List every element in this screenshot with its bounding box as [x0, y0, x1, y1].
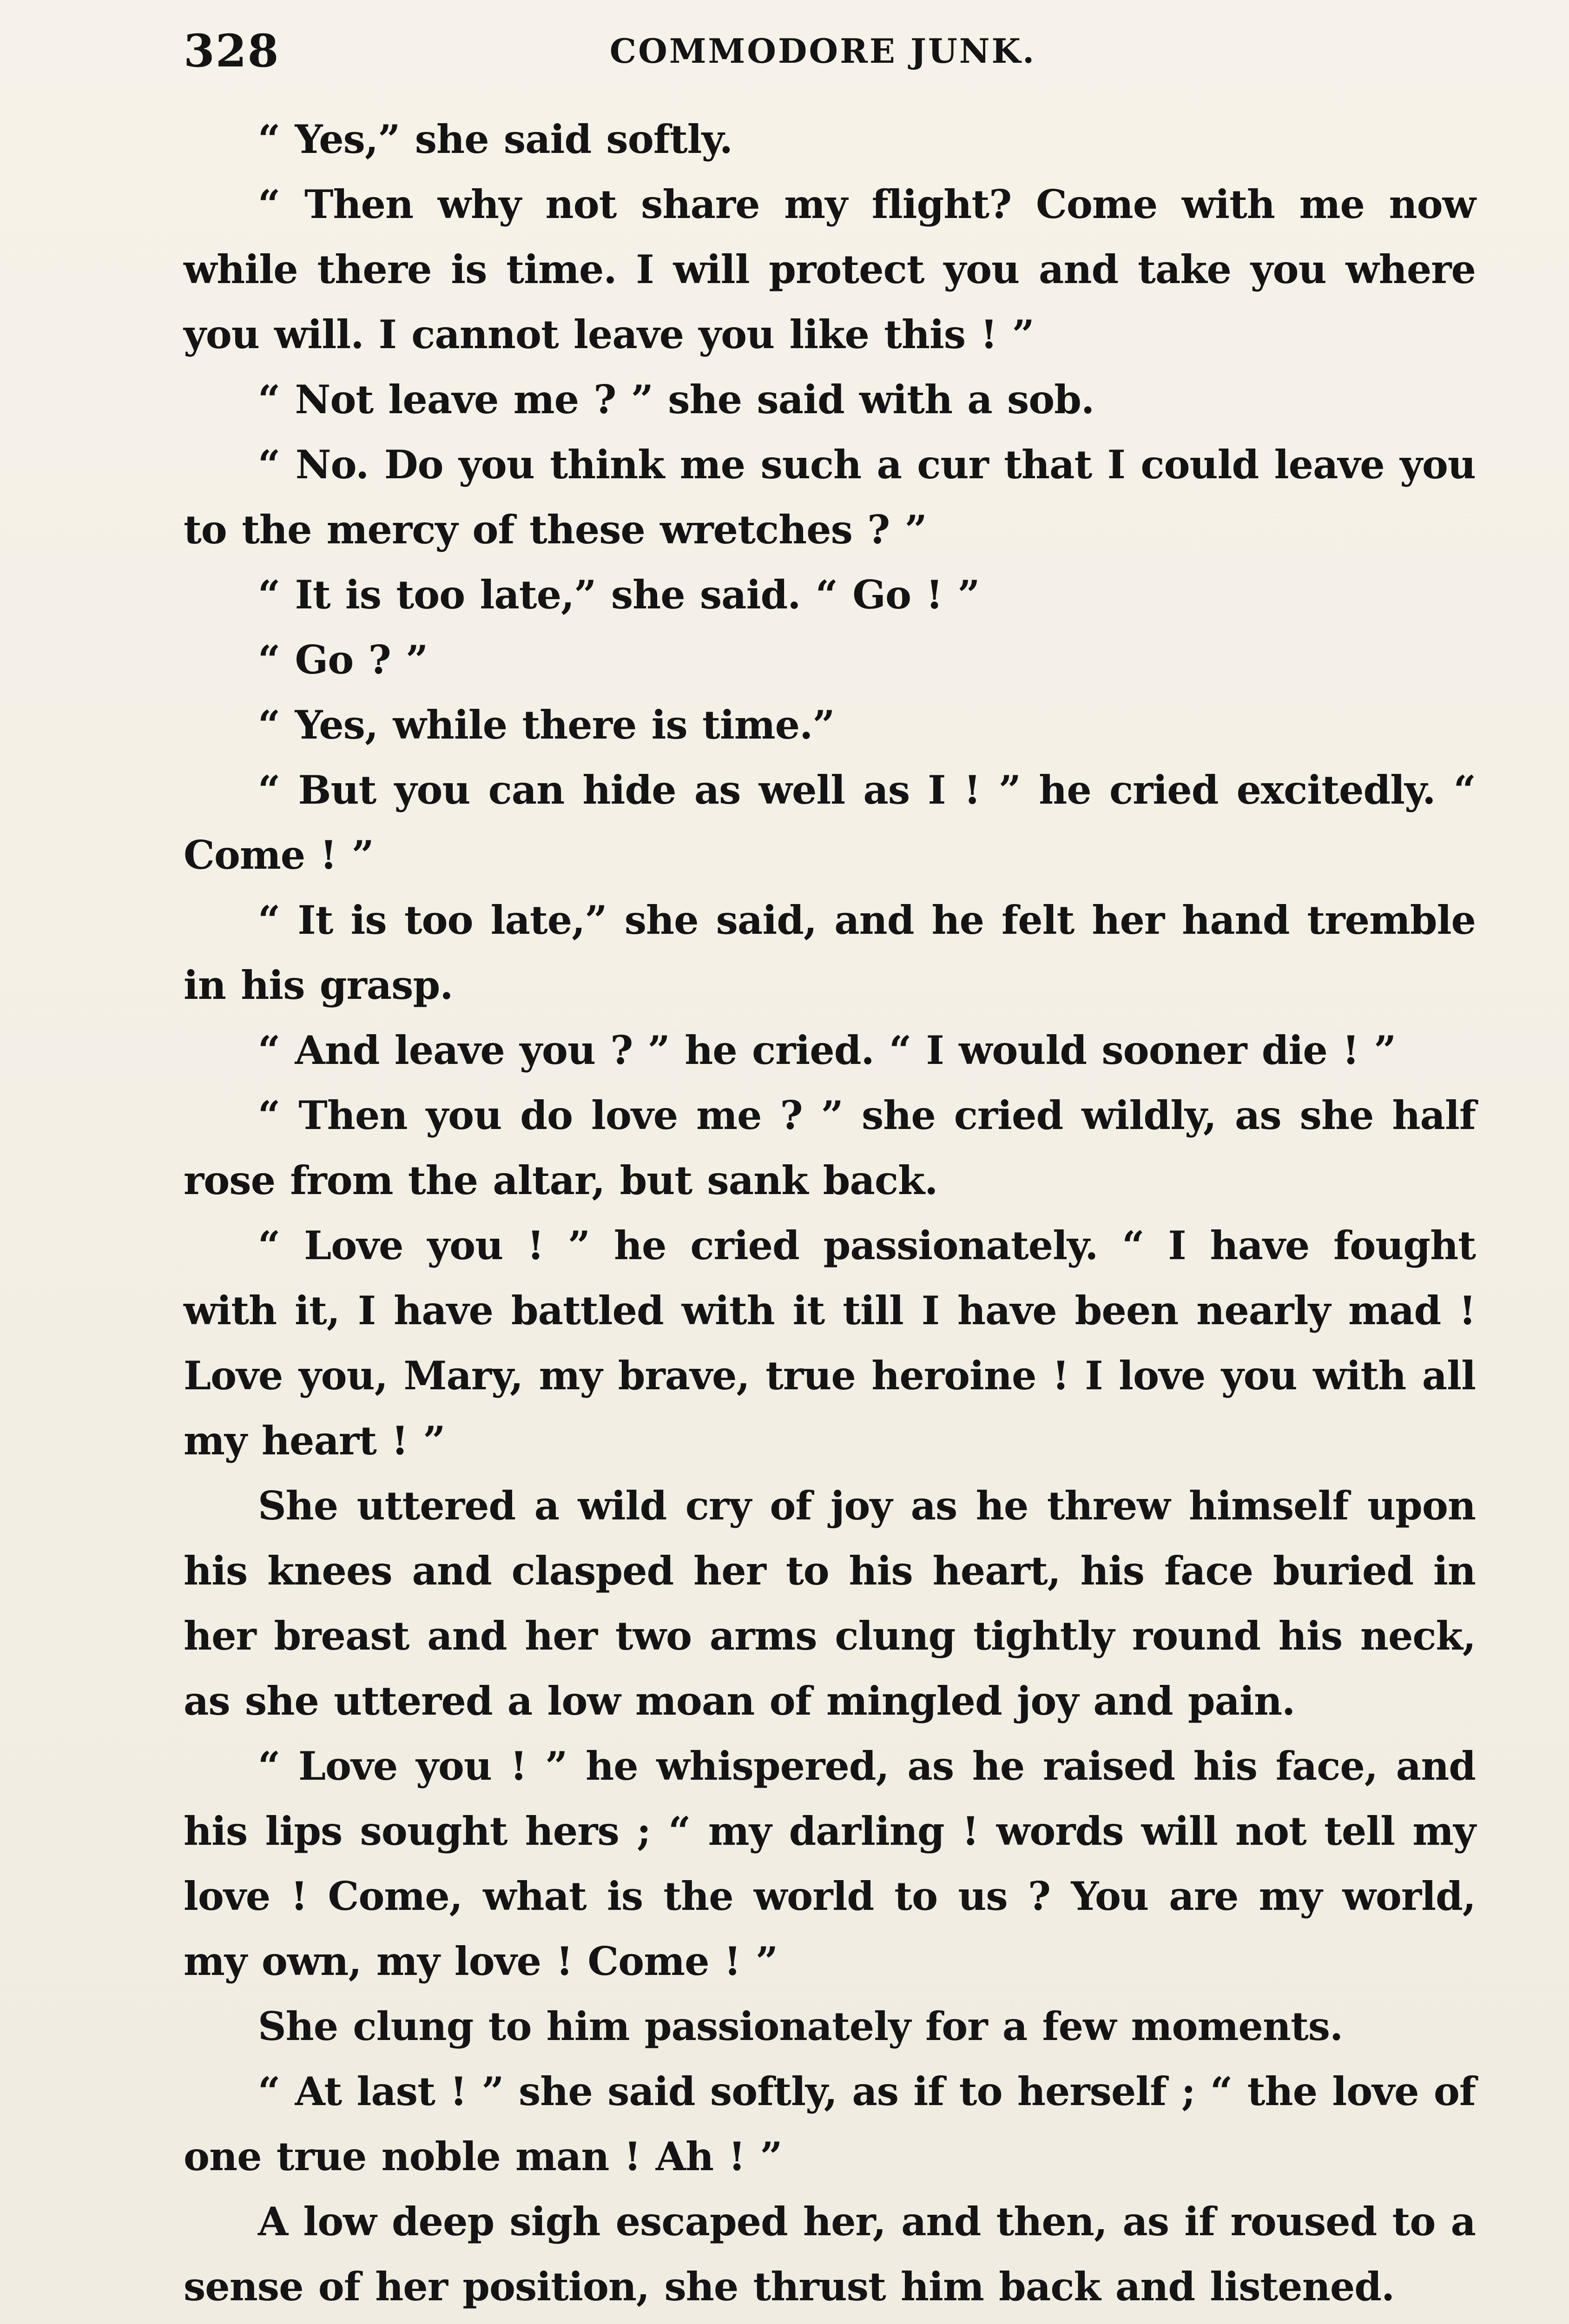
paragraph: “ Then why not share my flight? Come with me now while there is time. I will protect you and take you where you will. I cannot leave you like this ! ”: [184, 181, 1476, 357]
page-header: [184, 14, 1462, 88]
paragraph: “ No. Do you think me such a cur that I could leave you to the mercy of these wretches ? ”: [184, 442, 1476, 553]
paragraph: “ Not leave me ? ” she said with a sob.: [258, 376, 1094, 423]
paragraph: “ But you can hide as well as I ! ” he cried excitedly. “ Come ! ”: [184, 767, 1476, 878]
paragraph: “ It is too late,” she said, and he felt her hand tremble in his grasp.: [184, 897, 1476, 1008]
paragraph: “ At last ! ” she said softly, as if to herself ; “ the love of one true noble man ! Ah ! ”: [184, 2068, 1476, 2179]
running-title: COMMODORE JUNK.: [609, 31, 1036, 71]
page-body: [184, 107, 1476, 2319]
paragraph: “ Love you ! ” he whispered, as he raised his face, and his lips sought hers ; “ my darling ! words will not tell my love ! Come, what is the world to us ? You are my world, my own, my love ! Come ! ”: [184, 1743, 1476, 1984]
paragraph: She uttered a wild cry of joy as he threw himself upon his knees and clasped her to his heart, his face buried in her breast and her two arms clung tightly round his neck, as she uttered a low moan of mingled joy and pain.: [184, 1483, 1476, 1724]
paragraph: “ It is too late,” she said. “ Go ! ”: [258, 572, 980, 618]
paragraph: “ Yes, while there is time.”: [258, 702, 835, 748]
paragraph: “ Love you ! ” he cried passionately. “ I have fought with it, I have battled with it till I have been nearly mad ! Love you, Mary, my brave, true heroine ! I love you with all my heart ! ”: [184, 1222, 1476, 1464]
page-number: 328: [184, 25, 280, 77]
paragraph: A low deep sigh escaped her, and then, as if roused to a sense of her position, she thrust him back and listened.: [184, 2199, 1476, 2310]
paragraph: “ And leave you ? ” he cried. “ I would sooner die ! ”: [258, 1027, 1396, 1073]
paragraph: She clung to him passionately for a few moments.: [258, 2003, 1343, 2049]
paragraph: “ Go ? ”: [258, 637, 428, 683]
paragraph: “ Then you do love me ? ” she cried wildly, as she half rose from the altar, but sank back.: [184, 1092, 1476, 1203]
paragraph: “ Yes,” she said softly.: [258, 116, 732, 162]
